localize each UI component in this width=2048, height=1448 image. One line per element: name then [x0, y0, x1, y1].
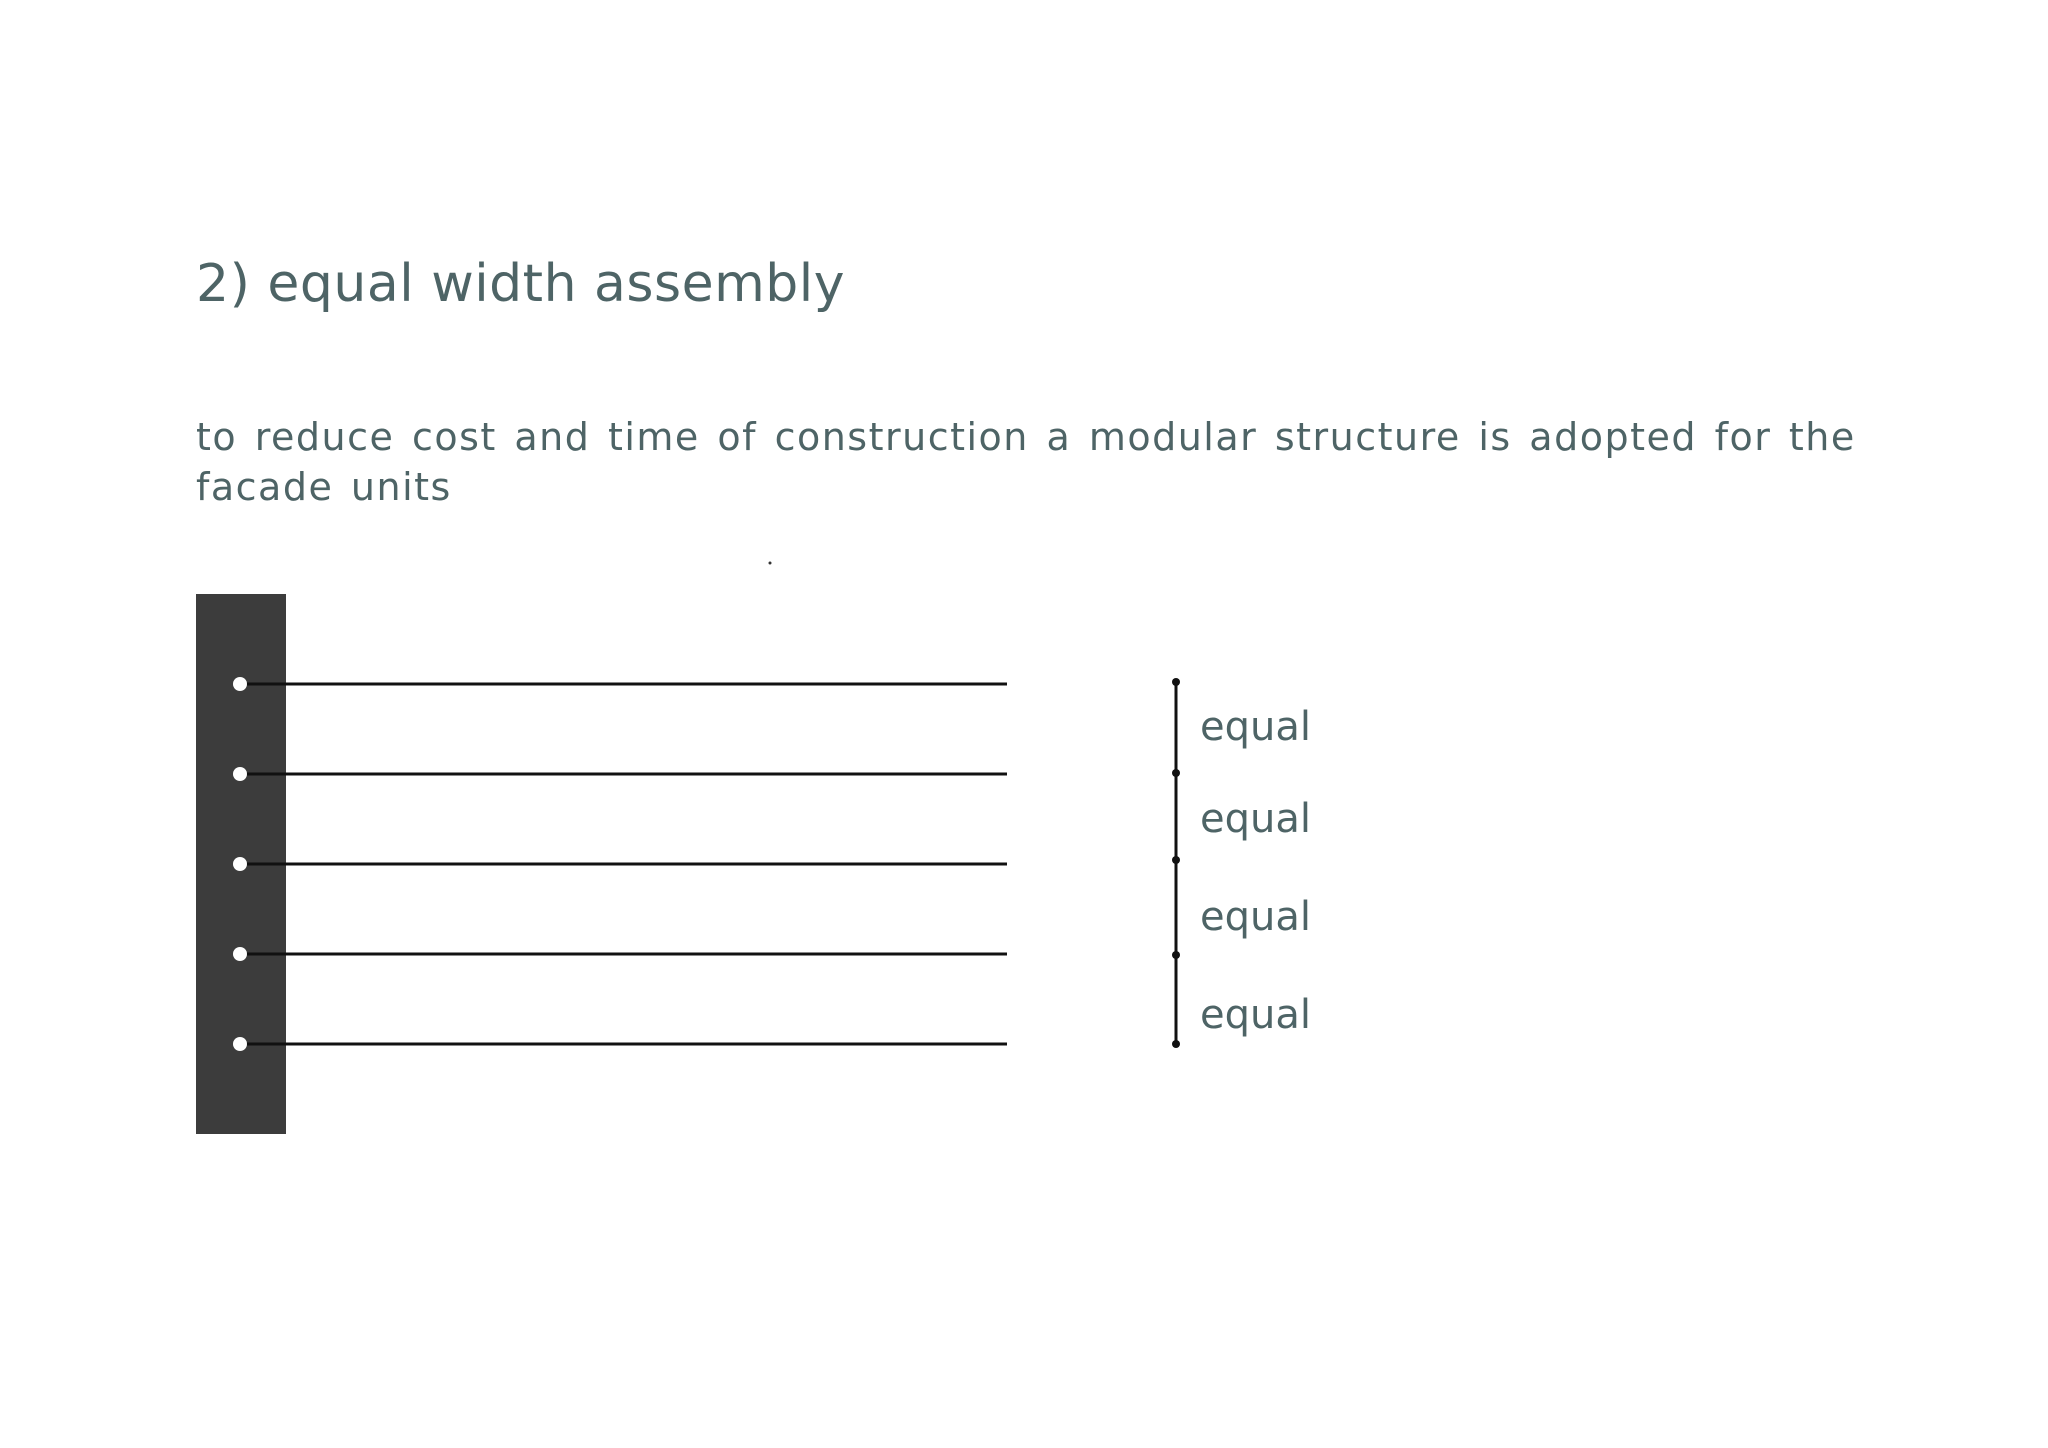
connection-node-5 — [233, 1037, 247, 1051]
equal-label: equal — [1200, 894, 1311, 940]
dimension-tick-3 — [1172, 856, 1180, 864]
stray-dot — [769, 562, 772, 565]
dimension-tick-4 — [1172, 951, 1180, 959]
dimension-tick-5 — [1172, 1040, 1180, 1048]
fin-lines — [240, 684, 1007, 1044]
connection-node-2 — [233, 767, 247, 781]
connection-node-3 — [233, 857, 247, 871]
diagram-title: 2) equal width assembly — [196, 254, 845, 314]
connection-node-1 — [233, 677, 247, 691]
connection-node-4 — [233, 947, 247, 961]
diagram-description: to reduce cost and time of construction a modular structure is adopted for the facade units — [196, 415, 1856, 509]
dimension-line — [1172, 678, 1180, 1048]
equal-label: equal — [1200, 796, 1311, 842]
dimension-tick-1 — [1172, 678, 1180, 686]
equal-label: equal — [1200, 992, 1311, 1038]
dimension-tick-2 — [1172, 769, 1180, 777]
equal-label: equal — [1200, 704, 1311, 750]
equal-labels — [1200, 704, 1311, 1038]
